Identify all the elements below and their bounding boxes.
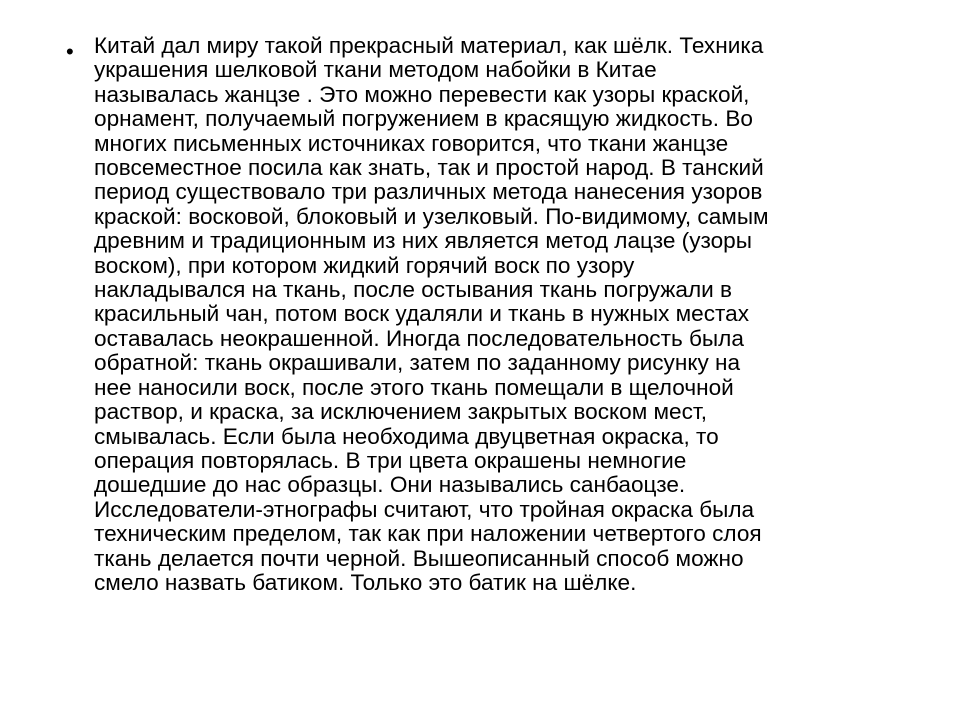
text-line-22: ткань делается почти черной. Вышеописанный способ можно	[94, 545, 744, 571]
text-line-14: обратной: ткань окрашивали, затем по заданному рисунку на	[94, 350, 741, 376]
text-line-6: повсеместное посила как знать, так и простой народ. В танский	[94, 155, 764, 181]
text-line-21: техническим пределом, так как при наложении четвертого слоя	[94, 521, 762, 547]
text-line-18: операция повторялась. В три цвета окрашены немногие	[94, 447, 687, 473]
text-line-10: воском), при котором жидкий горячий воск по узору	[94, 252, 635, 278]
text-line-7: период существовало три различных метода нанесения узоров	[94, 179, 763, 205]
text-line-4: орнамент, получаемый погружением в красящую жидкость. Во	[94, 106, 753, 132]
text-line-19: дошедшие до нас образцы. Они назывались санбаоцзе.	[94, 472, 686, 498]
bullet-icon: •	[66, 39, 74, 64]
text-line-13: оставалась неокрашенной. Иногда последовательность была	[94, 325, 744, 351]
text-line-8: краской: восковой, блоковый и узелковый. По-видимому, самым	[94, 203, 769, 229]
text-line-23: смело назвать батиком. Только это батик на шёлке.	[94, 569, 637, 595]
bullet-paragraph	[94, 34, 894, 595]
text-line-20: Исследователи-этнографы считают, что тройная окраска была	[94, 496, 755, 522]
text-line-9: древним и традиционным из них является метод лацзе (узоры	[94, 228, 752, 254]
text-line-15: нее наносили воск, после этого ткань помещали в щелочной	[94, 374, 734, 400]
text-line-3: называлась жанцзе . Это можно перевести как узоры краской,	[94, 81, 750, 107]
text-line-16: раствор, и краска, за исключением закрытых воском мест,	[94, 399, 708, 425]
text-line-5: многих письменных источниках говорится, что ткани жанцзе	[94, 130, 729, 156]
text-line-1: Китай дал миру такой прекрасный материал, как шёлк. Техника	[94, 33, 764, 58]
text-line-2: украшения шелковой ткани методом набойки в Китае	[94, 57, 657, 83]
text-line-11: накладывался на ткань, после остывания ткань погружали в	[94, 277, 733, 303]
text-line-12: красильный чан, потом воск удаляли и ткань в нужных местах	[94, 301, 749, 327]
text-line-17: смывалась. Если была необходима двуцветная окраска, то	[94, 423, 719, 449]
